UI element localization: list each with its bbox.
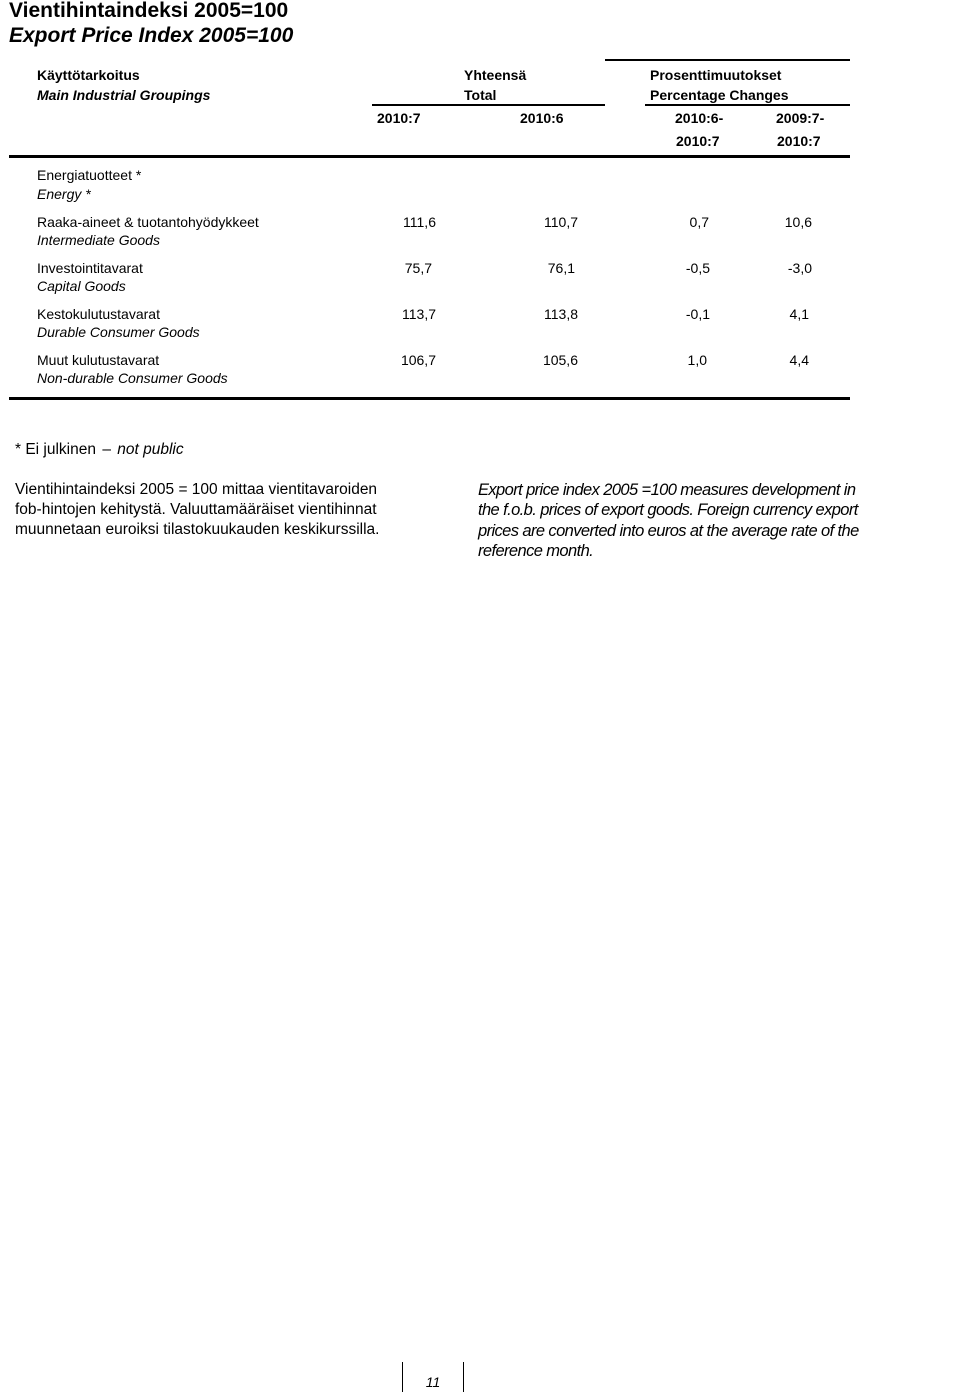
note-en-line: reference month. — [478, 542, 594, 560]
row-label-fi: Kestokulutustavarat — [37, 306, 160, 322]
col-header-yoy-line1: 2009:7- — [776, 110, 825, 126]
row-label-en: Non-durable Consumer Goods — [37, 370, 228, 386]
row-label-fi: Investointitavarat — [37, 260, 143, 276]
note-fi-line: Vientihintaindeksi 2005 = 100 mittaa vientitavaroiden — [15, 481, 378, 498]
row-label-en: Capital Goods — [37, 278, 126, 294]
value-yoy-change: 10,6 — [784, 214, 812, 230]
row-label-en: Durable Consumer Goods — [37, 324, 200, 340]
value-2010-7: 75,7 — [404, 260, 432, 276]
value-2010-7: 106,7 — [400, 352, 436, 368]
value-2010-7: 113,7 — [402, 306, 436, 322]
table-bottom-rule — [9, 397, 850, 400]
footnote-text-en: not public — [117, 441, 184, 458]
note-en-line: the f.o.b. prices of export goods. Foreign currency export — [478, 501, 858, 519]
grouping-header-en: Main Industrial Groupings — [37, 87, 211, 103]
row-label-en: Intermediate Goods — [37, 232, 160, 248]
value-yoy-change: -3,0 — [787, 260, 812, 276]
value-mom-change: 0,7 — [689, 214, 709, 230]
page-title: Vientihintaindeksi 2005=100 — [9, 0, 289, 22]
total-header-rule — [372, 104, 605, 106]
note-fi-line: fob-hintojen kehitystä. Valuuttamääräiset vientihinnat — [15, 501, 377, 518]
footnote — [15, 441, 184, 459]
value-2010-7: 111,6 — [403, 214, 436, 230]
col-header-2010-7: 2010:7 — [377, 110, 421, 126]
pct-header-en: Percentage Changes — [650, 87, 789, 103]
value-mom-change: -0,5 — [685, 260, 710, 276]
value-yoy-change: 4,4 — [789, 352, 809, 368]
row-label-fi: Energiatuotteet * — [37, 167, 142, 183]
row-label-fi: Muut kulutustavarat — [37, 352, 160, 368]
header-bottom-rule — [9, 155, 850, 158]
col-header-mom-line2: 2010:7 — [676, 133, 720, 149]
col-header-yoy-line2: 2010:7 — [777, 133, 821, 149]
row-label-en: Energy * — [37, 186, 91, 202]
note-en-line: prices are converted into euros at the average rate of the — [478, 522, 859, 540]
total-header-en: Total — [464, 87, 497, 103]
pct-header-fi: Prosenttimuutokset — [650, 67, 782, 83]
col-header-2010-6: 2010:6 — [520, 110, 564, 126]
value-2010-6: 105,6 — [542, 352, 578, 368]
value-yoy-change: 4,1 — [789, 306, 809, 322]
value-2010-6: 76,1 — [547, 260, 575, 276]
value-mom-change: -0,1 — [685, 306, 710, 322]
pct-header-rule — [645, 104, 850, 106]
col-header-mom-line1: 2010:6- — [675, 110, 724, 126]
page-number-right-rule — [463, 1362, 464, 1392]
page-subtitle: Export Price Index 2005=100 — [9, 24, 294, 47]
footnote-dash: – — [102, 441, 111, 458]
value-mom-change: 1,0 — [687, 352, 707, 368]
header-top-rule — [605, 59, 850, 61]
value-2010-6: 113,8 — [544, 306, 578, 322]
row-label-fi: Raaka-aineet & tuotantohyödykkeet — [37, 214, 259, 230]
note-en-line: Export price index 2005 =100 measures development in — [478, 481, 856, 499]
grouping-header-fi: Käyttötarkoitus — [37, 67, 140, 83]
value-2010-6: 110,7 — [544, 214, 578, 230]
total-header-fi: Yhteensä — [464, 67, 527, 83]
page-number: 11 — [425, 1374, 441, 1390]
footnote-marker: * Ei julkinen — [15, 441, 96, 458]
note-fi-line: muunnetaan euroiksi tilastokuukauden keskikurssilla. — [15, 521, 380, 538]
